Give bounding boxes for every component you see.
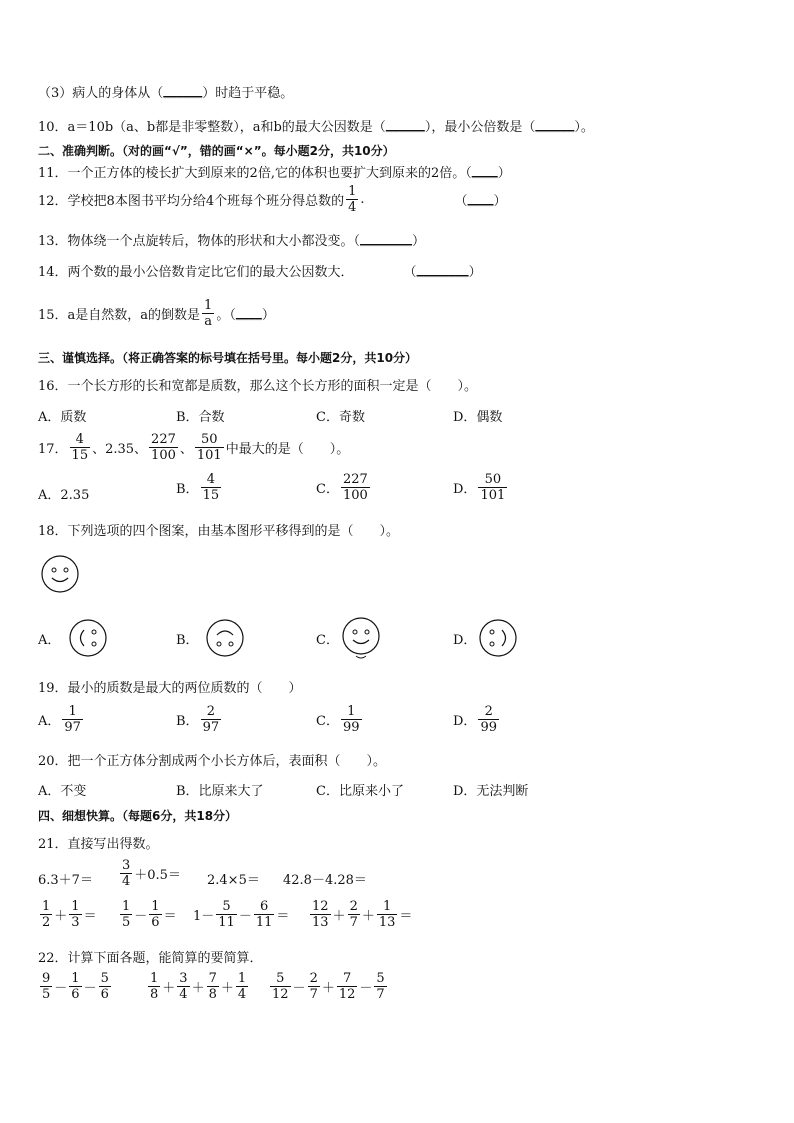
q17-d-den: 101 bbox=[480, 488, 506, 503]
q17-option-d-label: D． bbox=[453, 482, 477, 497]
q22-e3-a-den: 12 bbox=[272, 987, 289, 1002]
section-3-heading: 三、谨慎选择。（将正确答案的标号填在括号里。每小题2分，共10分） bbox=[38, 351, 418, 365]
q17-option-a-label: A．2.35 bbox=[38, 488, 90, 503]
q21-r2-f-den: 11 bbox=[255, 915, 273, 930]
q22-e2-d-den: 4 bbox=[237, 987, 247, 1002]
q21-r2-eq2: ＝ bbox=[163, 909, 177, 924]
q15-text: 15．a是自然数，a的倒数是 bbox=[38, 308, 201, 323]
q22-e2-c bbox=[207, 971, 219, 1002]
q14 bbox=[38, 261, 482, 280]
q17-f3-num: 50 bbox=[201, 432, 218, 447]
q15 bbox=[38, 298, 275, 329]
q11-text: 11．一个正方体的棱长扩大到原来的2倍,它的体积也要扩大到原来的2倍。（ bbox=[38, 166, 472, 181]
q9-part3 bbox=[38, 82, 293, 101]
q11 bbox=[38, 162, 511, 181]
q17-option-b-label: B． bbox=[176, 482, 199, 497]
q20-option-d[interactable]: D．无法判断 bbox=[453, 784, 529, 799]
q15-end: ） bbox=[261, 308, 275, 323]
q19-c-den: 99 bbox=[342, 720, 360, 735]
q21-r2-e-num: 5 bbox=[222, 899, 231, 914]
q21-r2-b bbox=[69, 899, 81, 930]
q14-end: ） bbox=[468, 265, 482, 280]
q17-tail: 中最大的是（ ）。 bbox=[225, 442, 350, 457]
q22-expr1 bbox=[38, 971, 113, 1002]
q21-r2-d-den: 6 bbox=[151, 915, 160, 930]
q19-d-den: 99 bbox=[480, 720, 497, 735]
q22-e3-op1: － bbox=[292, 981, 306, 996]
q19: 19．最小的质数是最大的两位质数的（ ） bbox=[38, 681, 302, 696]
q21-r2-eq3: ＝ bbox=[276, 909, 290, 924]
q21-r2-c-den: 5 bbox=[122, 915, 131, 930]
q21-e2-tail: ＋0.5＝ bbox=[134, 868, 181, 883]
smiley-rotated-left-icon[interactable] bbox=[68, 618, 108, 658]
q19-option-a-frac bbox=[62, 704, 83, 735]
q17-option-d[interactable] bbox=[453, 472, 509, 503]
q9-3-prefix: （3）病人的身体从（ bbox=[38, 86, 164, 101]
q13-blank[interactable]: ________ bbox=[360, 232, 413, 247]
q22-e3-d-num: 5 bbox=[376, 971, 385, 986]
q22-e3-d bbox=[374, 971, 386, 1002]
q21-r2-op2: － bbox=[134, 909, 148, 924]
q19-a-den: 97 bbox=[64, 720, 81, 735]
q17-option-c[interactable] bbox=[316, 472, 372, 503]
q12-open: （ bbox=[454, 194, 468, 209]
q18-option-a-label: A． bbox=[38, 633, 61, 648]
section-2-heading: 二、准确判断。（对的画“√”，错的画“×”。每小题2分，共10分） bbox=[38, 144, 395, 158]
q20-option-a[interactable]: A．不变 bbox=[38, 784, 87, 799]
q19-option-b[interactable] bbox=[176, 704, 223, 735]
q10-a: 10．a＝10b（a、b都是非零整数），a和b的最大公因数是（ bbox=[38, 120, 386, 135]
q18-option-b[interactable] bbox=[176, 629, 199, 648]
q12-fraction bbox=[346, 184, 358, 215]
q21-expr7 bbox=[193, 899, 289, 930]
q15-tail: 。（ bbox=[216, 308, 236, 323]
q22-e3-b bbox=[308, 971, 320, 1002]
q22-e2-d bbox=[236, 971, 248, 1002]
q22-e2-b-den: 4 bbox=[179, 987, 188, 1002]
q14-blank[interactable]: ________ bbox=[416, 263, 469, 278]
q21-r2-op5: ＋ bbox=[361, 909, 375, 924]
q21-e2-den: 4 bbox=[122, 874, 131, 889]
q12-text: 12．学校把8本图书平均分给4个班每个班分得总数的 bbox=[38, 194, 345, 209]
q13-text: 13．物体绕一个点旋转后，物体的形状和大小都没变。（ bbox=[38, 234, 361, 249]
q21-r2-a bbox=[40, 899, 52, 930]
q12-end: ） bbox=[493, 194, 507, 209]
q15-fraction bbox=[202, 298, 214, 329]
q18-option-d[interactable] bbox=[453, 629, 476, 648]
smiley-upside-down-icon[interactable] bbox=[205, 618, 245, 658]
q21-r2-c bbox=[120, 899, 132, 930]
q17-b-num: 4 bbox=[206, 472, 215, 487]
q17-f2-den: 100 bbox=[151, 448, 176, 463]
q17-option-c-frac bbox=[341, 472, 370, 503]
q17-label: 17． bbox=[38, 442, 68, 457]
q21-r2-b-num: 1 bbox=[71, 899, 80, 914]
q17-sep1: 、2.35、 bbox=[92, 442, 148, 457]
q21-r2-e-den: 11 bbox=[218, 915, 235, 930]
q22-e3-c bbox=[337, 971, 358, 1002]
q21-r2-eq: ＝ bbox=[83, 909, 97, 924]
base-smiley-icon bbox=[40, 554, 80, 594]
q17-f3-den: 101 bbox=[196, 448, 222, 463]
q22-e3-op3: － bbox=[359, 981, 373, 996]
q16-option-b[interactable]: B．合数 bbox=[176, 410, 225, 425]
q21-r2-a-den: 2 bbox=[42, 915, 51, 930]
q17-f2-num: 227 bbox=[151, 432, 176, 447]
q10-blank2[interactable]: ______ bbox=[535, 118, 575, 133]
q22-e2-op2: ＋ bbox=[191, 981, 205, 996]
q21-r2-eq4: ＝ bbox=[399, 909, 413, 924]
q22-e3-c-num: 7 bbox=[342, 971, 352, 986]
q22-e1-c-num: 5 bbox=[100, 971, 109, 986]
q19-b-num: 2 bbox=[206, 704, 215, 719]
q22-e1-c bbox=[99, 971, 111, 1002]
q20: 20．把一个正方体分割成两个小长方体后，表面积（ ）。 bbox=[38, 754, 387, 769]
q21-r2-one: 1－ bbox=[193, 909, 215, 924]
q21-r2-f-num: 6 bbox=[259, 899, 269, 914]
q21-e2-frac bbox=[120, 858, 132, 889]
q21-r2-op1: ＋ bbox=[54, 909, 68, 924]
q13 bbox=[38, 230, 425, 249]
q22-e3-a-num: 5 bbox=[276, 971, 285, 986]
q10-e: ）。 bbox=[574, 120, 594, 135]
q17-f1-den: 15 bbox=[71, 448, 89, 463]
q17-option-a[interactable] bbox=[38, 484, 89, 503]
q17-d-num: 50 bbox=[484, 472, 502, 487]
q9-3-blank[interactable]: ______ bbox=[163, 84, 203, 99]
q22-e2-a bbox=[148, 971, 160, 1002]
q21-expr5 bbox=[38, 899, 97, 930]
q10-c: ），最小公倍数是（ bbox=[424, 120, 536, 135]
q21: 21．直接写出得数。 bbox=[38, 837, 159, 852]
q18-option-a[interactable] bbox=[38, 629, 60, 648]
q15-den: a bbox=[204, 314, 213, 329]
q22-e1-a-num: 9 bbox=[42, 971, 51, 986]
q21-r2-i bbox=[377, 899, 398, 930]
q22-e2-op1: ＋ bbox=[162, 981, 176, 996]
q18: 18．下列选项的四个图案，由基本图形平移得到的是（ ）。 bbox=[38, 524, 400, 539]
q19-c-num: 1 bbox=[347, 704, 356, 719]
q22-e1-b bbox=[69, 971, 81, 1002]
q16: 16．一个长方形的长和宽都是质数，那么这个长方形的面积一定是（ ）。 bbox=[38, 379, 478, 394]
q19-d-num: 2 bbox=[484, 704, 493, 719]
q19-b-den: 97 bbox=[202, 720, 220, 735]
q21-expr3: 2.4×5＝ bbox=[207, 873, 260, 888]
q21-expr6 bbox=[118, 899, 177, 930]
q10 bbox=[38, 116, 594, 135]
q9-3-suffix: ）时趋于平稳。 bbox=[202, 86, 294, 101]
q21-expr4: 42.8－4.28＝ bbox=[283, 873, 367, 888]
q22-e1-b-num: 1 bbox=[71, 971, 80, 986]
q18-option-b-label: B． bbox=[176, 633, 199, 648]
q19-a-num: 1 bbox=[68, 704, 77, 719]
q10-blank1[interactable]: ______ bbox=[385, 118, 425, 133]
q18-option-c-label: C． bbox=[316, 633, 339, 648]
q13-end: ） bbox=[412, 234, 426, 249]
q18-option-c[interactable] bbox=[316, 629, 339, 648]
q17-b-den: 15 bbox=[202, 488, 220, 503]
q19-option-d[interactable] bbox=[453, 704, 501, 735]
q22-e1-b-den: 6 bbox=[71, 987, 80, 1002]
q17-option-b[interactable] bbox=[176, 472, 223, 503]
q17-f1-num: 4 bbox=[75, 432, 84, 447]
q22-e2-c-num: 7 bbox=[208, 971, 217, 986]
q19-option-d-label: D． bbox=[453, 714, 477, 729]
q21-r2-e bbox=[216, 899, 237, 930]
q19-option-a-label: A． bbox=[38, 714, 61, 729]
smiley-rotated-right-icon[interactable] bbox=[478, 618, 518, 658]
q22-e1-op2: － bbox=[83, 981, 97, 996]
q16-option-d[interactable]: D．偶数 bbox=[453, 410, 503, 425]
q17-frac3 bbox=[195, 432, 224, 463]
q21-r2-g bbox=[310, 899, 331, 930]
q21-r2-h bbox=[348, 899, 360, 930]
q17-c-num: 227 bbox=[342, 472, 368, 487]
smiley-upright-icon[interactable] bbox=[340, 616, 382, 660]
q22-expr3 bbox=[268, 971, 389, 1002]
q22-e1-a-den: 5 bbox=[42, 987, 51, 1002]
q14-text: 14．两个数的最小公倍数肯定比它们的最大公因数大． bbox=[38, 265, 354, 280]
q22-e3-b-num: 2 bbox=[309, 971, 318, 986]
q22-e2-b bbox=[177, 971, 189, 1002]
q22-e2-d-num: 1 bbox=[237, 971, 247, 986]
q19-option-a[interactable] bbox=[38, 704, 85, 735]
q21-r2-op3: － bbox=[238, 909, 252, 924]
q21-r2-a-num: 1 bbox=[42, 899, 51, 914]
q21-r2-g-num: 12 bbox=[312, 899, 329, 914]
q19-option-c-frac bbox=[341, 704, 362, 735]
q12 bbox=[38, 184, 507, 215]
q22-e2-b-num: 3 bbox=[179, 971, 188, 986]
q22-e2-a-den: 8 bbox=[150, 987, 159, 1002]
q21-expr1: 6.3＋7＝ bbox=[38, 873, 93, 888]
q16-option-c[interactable]: C．奇数 bbox=[316, 410, 365, 425]
q19-option-d-frac bbox=[478, 704, 499, 735]
q21-r2-h-den: 7 bbox=[349, 915, 358, 930]
q21-r2-g-den: 13 bbox=[312, 915, 329, 930]
q22-expr2 bbox=[146, 971, 250, 1002]
q22: 22．计算下面各题，能简算的要简算． bbox=[38, 951, 263, 966]
q22-e2-a-num: 1 bbox=[150, 971, 159, 986]
q22-e3-a bbox=[270, 971, 291, 1002]
q12-num: 1 bbox=[348, 184, 357, 199]
q21-r2-c-num: 1 bbox=[122, 899, 131, 914]
q21-r2-d-num: 1 bbox=[151, 899, 160, 914]
q22-e3-c-den: 12 bbox=[338, 987, 356, 1002]
q22-e3-d-den: 7 bbox=[376, 987, 385, 1002]
q11-blank[interactable]: ____ bbox=[471, 164, 498, 179]
q17-sep2: 、 bbox=[179, 442, 193, 457]
q21-r2-i-den: 13 bbox=[378, 915, 396, 930]
q20-option-c[interactable]: C．比原来小了 bbox=[316, 784, 404, 799]
q18-option-d-label: D． bbox=[453, 633, 477, 648]
q14-open: （ bbox=[403, 265, 417, 280]
q17-frac1 bbox=[70, 432, 91, 463]
q19-option-c-label: C． bbox=[316, 714, 339, 729]
q19-option-c[interactable] bbox=[316, 704, 364, 735]
q22-e3-op2: ＋ bbox=[321, 981, 335, 996]
q16-option-a[interactable]: A．质数 bbox=[38, 410, 87, 425]
q19-option-b-label: B． bbox=[176, 714, 199, 729]
q21-r2-h-num: 2 bbox=[349, 899, 358, 914]
q22-e1-c-den: 6 bbox=[100, 987, 109, 1002]
q12-blank[interactable]: ____ bbox=[467, 192, 494, 207]
q22-e1-op1: － bbox=[54, 981, 68, 996]
q21-expr8 bbox=[308, 899, 412, 930]
q22-e3-b-den: 7 bbox=[309, 987, 318, 1002]
q22-e2-op3: ＋ bbox=[220, 981, 234, 996]
q21-expr2 bbox=[118, 858, 181, 889]
q12-tail: . bbox=[360, 192, 365, 207]
q17-option-b-frac bbox=[201, 472, 222, 503]
q17 bbox=[38, 432, 349, 463]
q22-e2-c-den: 8 bbox=[208, 987, 217, 1002]
q21-r2-b-den: 3 bbox=[71, 915, 80, 930]
q19-option-b-frac bbox=[201, 704, 222, 735]
q15-num: 1 bbox=[204, 298, 213, 313]
q21-r2-f bbox=[254, 899, 275, 930]
q21-r2-op4: ＋ bbox=[332, 909, 346, 924]
q17-frac2 bbox=[149, 432, 178, 463]
q17-option-d-frac bbox=[478, 472, 507, 503]
q12-den: 4 bbox=[348, 200, 357, 215]
q20-option-b[interactable]: B．比原来大了 bbox=[176, 784, 264, 799]
q15-blank[interactable]: ____ bbox=[235, 306, 262, 321]
section-4-heading: 四、细想快算。（每题6分，共18分） bbox=[38, 809, 238, 823]
q17-option-c-label: C． bbox=[316, 482, 339, 497]
q21-e2-num: 3 bbox=[122, 858, 131, 873]
q21-r2-d bbox=[149, 899, 161, 930]
q17-c-den: 100 bbox=[342, 488, 368, 503]
q21-r2-i-num: 1 bbox=[382, 899, 392, 914]
q11-end: ） bbox=[497, 166, 511, 181]
q22-e1-a bbox=[40, 971, 52, 1002]
